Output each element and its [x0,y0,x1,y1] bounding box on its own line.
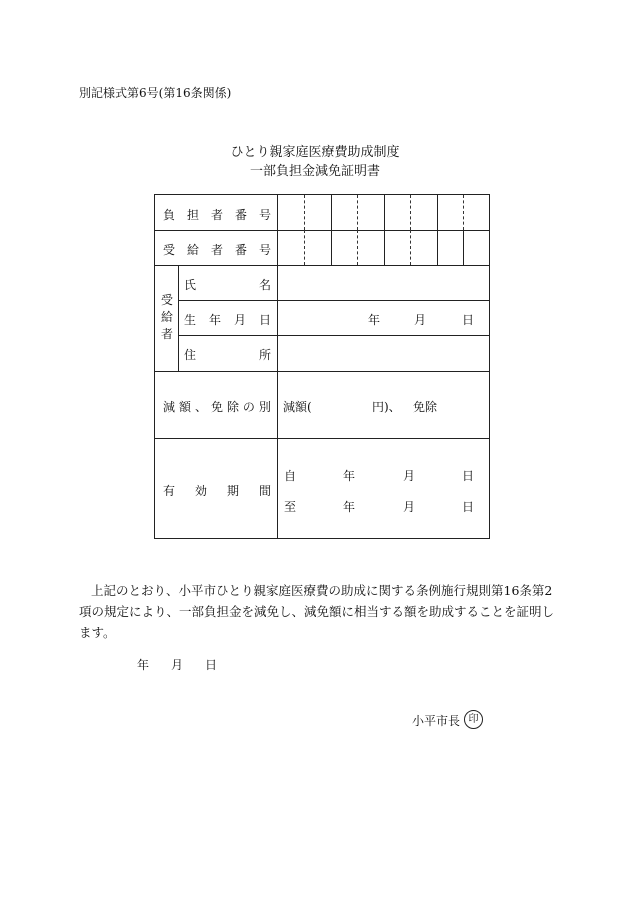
digit-divider [331,230,332,265]
digit-divider [437,195,438,230]
seal-mark: 印 [464,710,483,729]
certification-statement: 上記のとおり、小平市ひとり親家庭医療費の助成に関する条例施行規則第16条第2項の規定により、一部負担金を減免し、減免額に相当する額を助成することを証明します。 [79,583,555,640]
column-divider [178,265,179,371]
issue-date [137,656,217,673]
validity-to-day: 日 [462,500,475,514]
digit-divider [331,195,332,230]
document-title-line1: ひとり親家庭医療費助成制度 [230,145,400,160]
row-divider [178,335,489,336]
name-label: 氏 名 [184,278,271,292]
row-divider [155,230,489,231]
validity-to-month: 月 [403,500,416,514]
issue-date-day: 日 [205,658,218,672]
document-title-line2: 一部負担金減免証明書 [249,164,380,179]
digit-divider [304,230,305,265]
dob-month: 月 [414,313,427,327]
reduction-label: 減 額 、 免 除 の 別 [163,400,271,414]
exemption-option: 免除 [413,400,438,414]
recipient-group-label: 受 給 者 [161,293,174,341]
dob-year: 年 [368,313,381,327]
digit-divider [384,230,385,265]
issue-date-year: 年 [137,658,150,672]
validity-to-year: 年 [343,500,356,514]
validity-from-prefix: 自 [284,469,297,483]
reduction-prefix: 減額( [283,400,312,414]
dob-label: 生 年 月 日 [184,313,271,327]
digit-divider [463,195,464,230]
certificate-form-table [154,194,490,539]
validity-from-year: 年 [343,469,356,483]
row-divider [155,371,489,372]
issue-date-month: 月 [171,658,184,672]
validity-from-month: 月 [403,469,416,483]
digit-divider [463,230,464,265]
row-divider [178,300,489,301]
digit-divider [437,230,438,265]
digit-divider [357,195,358,230]
row-divider [155,265,489,266]
digit-divider [304,195,305,230]
validity-from-day: 日 [462,469,475,483]
digit-divider [410,230,411,265]
reduction-yen: 円)、 [372,400,401,414]
form-label: 別記様式第6号(第16条関係) [79,86,232,100]
recipient-number-label: 受 給 者 番 号 [163,243,271,257]
address-label: 住 所 [184,348,271,362]
column-divider [277,195,278,538]
validity-period-label: 有 効 期 間 [163,484,271,498]
digit-divider [357,230,358,265]
digit-divider [384,195,385,230]
digit-divider [410,195,411,230]
validity-to-prefix: 至 [284,500,297,514]
issuer-name: 小平市長 [412,714,461,728]
address-field[interactable] [282,338,487,368]
dob-day: 日 [462,313,475,327]
burden-number-label: 負 担 者 番 号 [163,208,271,222]
row-divider [155,438,489,439]
name-field[interactable] [282,268,487,298]
